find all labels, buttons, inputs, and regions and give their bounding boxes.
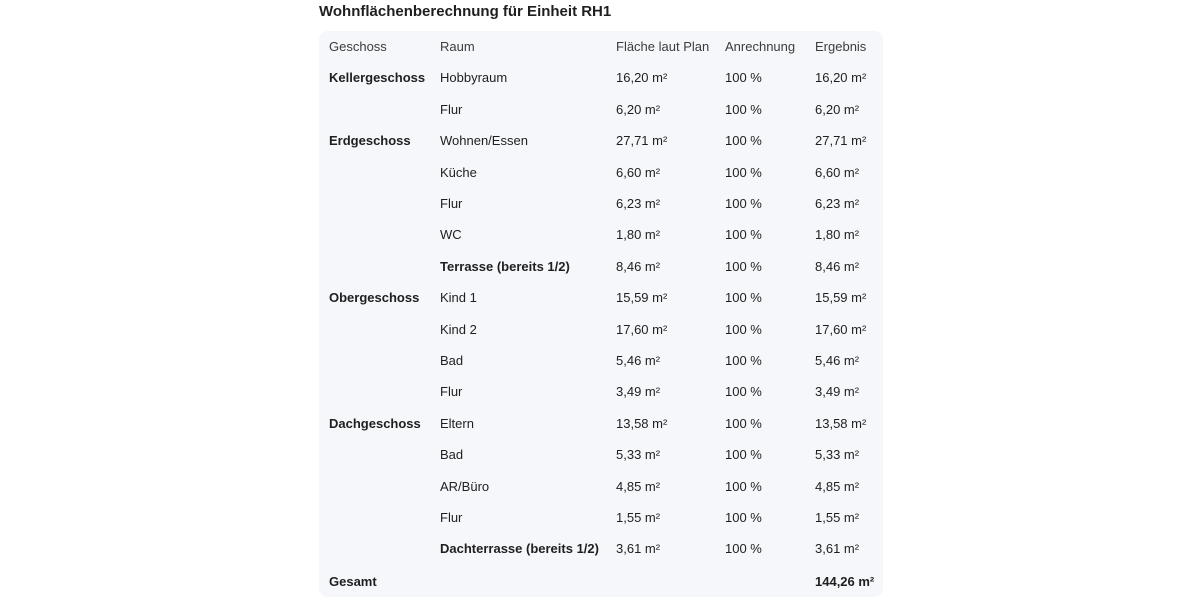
table-row [319,471,883,502]
area-calculation-table [319,31,883,597]
cell-plan-area: 5,33 m² [616,447,661,463]
cell-room: Eltern [440,415,474,431]
cell-room: Flur [440,101,463,117]
cell-room: Flur [440,196,463,211]
cell-plan-area: 6,23 m² [616,196,661,211]
cell-floor: Kellergeschoss [329,70,426,86]
table-row [319,219,883,250]
cell-result: 3,49 m² [815,384,860,400]
cell-share: 100 % [725,353,762,368]
cell-plan-area: 8,46 m² [616,258,661,274]
table-row [319,376,883,407]
cell-result: 1,55 m² [815,510,860,525]
total-value: 144,26 m² [815,574,875,589]
cell-room: Dachterrasse (bereits 1/2) [440,541,599,557]
table-row [319,533,883,564]
cell-plan-area: 13,58 m² [616,415,668,431]
cell-result: 1,80 m² [815,227,860,243]
cell-room: Terrasse (bereits 1/2) [440,258,570,274]
table-row [319,157,883,188]
cell-share: 100 % [725,101,762,117]
cell-share: 100 % [725,196,762,211]
cell-room: Kind 2 [440,321,477,337]
cell-room: Wohnen/Essen [440,133,528,149]
table-row [319,502,883,533]
cell-plan-area: 6,20 m² [616,101,661,117]
cell-result: 6,60 m² [815,164,860,180]
cell-share: 100 % [725,478,762,494]
header-plan-area: Fläche laut Plan [616,39,710,54]
cell-share: 100 % [725,290,762,306]
cell-plan-area: 1,55 m² [616,510,661,525]
cell-result: 3,61 m² [815,541,860,557]
cell-floor: Obergeschoss [329,290,420,306]
table-row [319,408,883,439]
cell-share: 100 % [725,541,762,557]
table-row [319,282,883,313]
cell-share: 100 % [725,384,762,400]
cell-room: Hobbyraum [440,70,508,86]
cell-plan-area: 3,61 m² [616,541,661,557]
cell-room: WC [440,227,462,243]
total-label: Gesamt [329,574,377,589]
table-row [319,314,883,345]
cell-room: Küche [440,164,477,180]
cell-share: 100 % [725,415,762,431]
cell-result: 5,46 m² [815,353,860,368]
cell-plan-area: 1,80 m² [616,227,661,243]
cell-room: Bad [440,353,464,368]
cell-share: 100 % [725,258,762,274]
cell-share: 100 % [725,447,762,463]
cell-room: AR/Büro [440,478,490,494]
cell-plan-area: 27,71 m² [616,133,668,149]
cell-share: 100 % [725,510,762,525]
cell-result: 4,85 m² [815,478,860,494]
cell-share: 100 % [725,227,762,243]
table-row [319,345,883,376]
table-header-row [319,31,883,62]
cell-plan-area: 15,59 m² [616,290,668,306]
cell-result: 8,46 m² [815,258,860,274]
cell-result: 6,20 m² [815,101,860,117]
table-row [319,439,883,470]
cell-plan-area: 17,60 m² [616,321,668,337]
cell-result: 15,59 m² [815,290,867,306]
table-row [319,251,883,282]
cell-share: 100 % [725,70,762,86]
cell-plan-area: 6,60 m² [616,164,661,180]
cell-share: 100 % [725,321,762,337]
cell-result: 17,60 m² [815,321,867,337]
cell-share: 100 % [725,133,762,149]
header-share: Anrechnung [725,39,796,54]
cell-room: Kind 1 [440,290,477,306]
cell-floor: Dachgeschoss [329,415,421,431]
cell-plan-area: 4,85 m² [616,478,661,494]
page-title: Wohnflächenberechnung für Einheit RH1 [319,3,612,20]
cell-floor: Erdgeschoss [329,133,411,149]
header-floor: Geschoss [329,39,387,54]
cell-room: Flur [440,510,463,525]
cell-result: 6,23 m² [815,196,860,211]
cell-plan-area: 5,46 m² [616,353,661,368]
cell-room: Flur [440,384,463,400]
cell-result: 5,33 m² [815,447,860,463]
cell-plan-area: 16,20 m² [616,70,668,86]
cell-room: Bad [440,447,464,463]
total-row [319,566,883,597]
cell-plan-area: 3,49 m² [616,384,661,400]
table-row [319,62,883,93]
cell-share: 100 % [725,164,762,180]
header-result: Ergebnis [815,39,867,54]
table-row [319,94,883,125]
cell-result: 13,58 m² [815,415,867,431]
table-row [319,125,883,156]
table-row [319,188,883,219]
cell-result: 16,20 m² [815,70,867,86]
cell-result: 27,71 m² [815,133,867,149]
header-room: Raum [440,39,475,54]
